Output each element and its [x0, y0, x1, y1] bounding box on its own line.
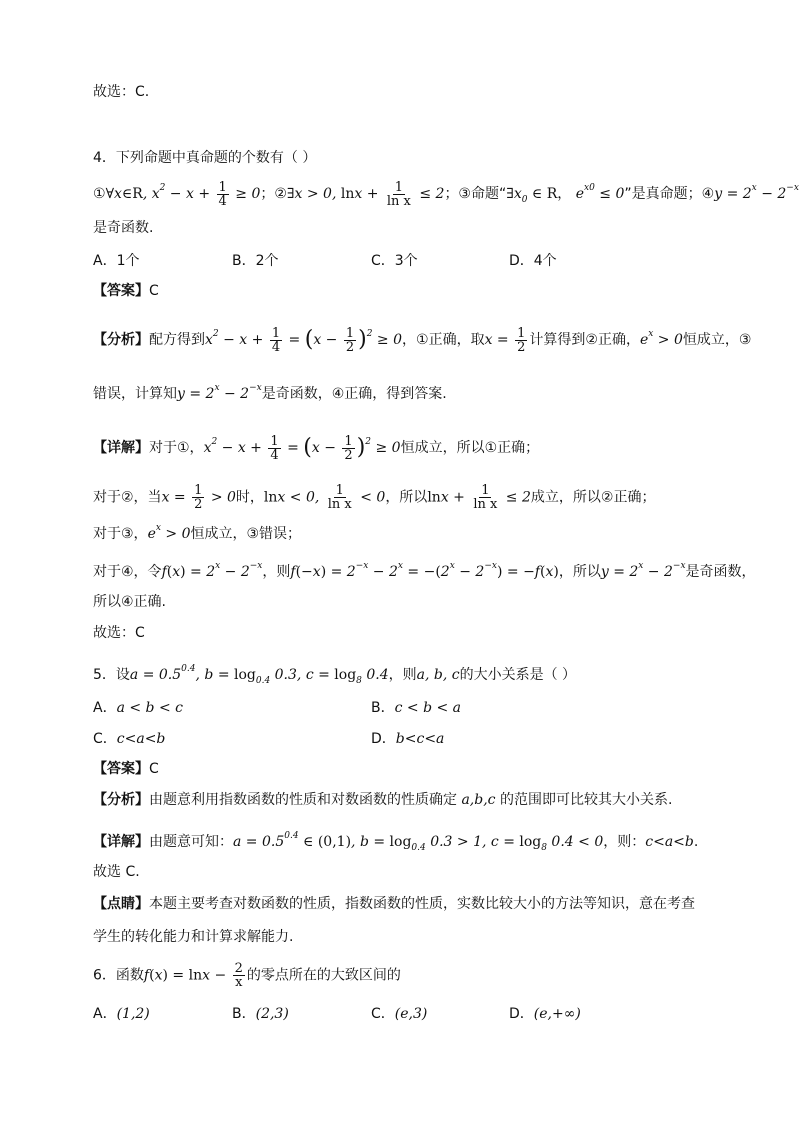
- q4-d1-b: 恒成立，所以①正确；: [400, 440, 540, 456]
- q4-option-b: B．2个: [232, 253, 279, 269]
- q4-stmt-tail-1: ；③命题“: [444, 186, 507, 202]
- q5-stem: 5．设$a = 0.5^{0.4}$, $b = \log_{0.4} 0.3$, $c = \log_8 0.4$，则a, b, c的大小关系是（ ）: [93, 664, 577, 686]
- q4-answer-value: C: [149, 283, 159, 299]
- q4-detail-1: 【详解】对于①，$x^2 - x$ + $\frac{1}{4}$ = (x − $\frac{1}{2}$ )$^2$ ≥ 0恒成立，所以①正确；: [93, 433, 540, 463]
- q4-analysis-t2: ，①正确，取: [402, 332, 485, 348]
- q4-option-c: C．3个: [371, 253, 418, 269]
- q4-option-a: A．1个: [93, 253, 140, 269]
- q4-option-d: D．4个: [509, 253, 557, 269]
- q5-analysis-text: 由题意利用指数函数的性质和对数函数的性质确定: [149, 792, 457, 808]
- q4-detail-5: 所以④正确.: [93, 594, 167, 610]
- q4-analysis-label: 【分析】: [93, 332, 149, 348]
- q5-comment-2: 学生的转化能力和计算求解能力.: [93, 929, 294, 945]
- q5-comment-1: [93, 894, 701, 914]
- q4-d2-c: ，所以: [385, 489, 428, 506]
- q4-d2-d: 成立，所以②正确；: [530, 489, 656, 506]
- q5-option-b: B．c < b < a: [371, 700, 462, 716]
- q5-stem-a: 5．设: [93, 667, 130, 683]
- q4-detail-4: 对于④，令$f(x) = 2^x - 2^{-x}$，则$f(-x) = 2^{-x} - 2^x = -(2^x - 2^{-x}) = -f(x)$，所以$y = 2^x - 2^{-x}$是奇函数，: [93, 561, 756, 580]
- q5-stem-b: ，则: [388, 667, 417, 683]
- q4-d3-b: 恒成立，③错误；: [190, 526, 302, 542]
- q4-stmt-tail-2: ，: [557, 186, 572, 202]
- q6-stem-a: 6．函数: [93, 967, 144, 984]
- q4-statements: ①∀x∈R, $x^2 - x$ + $\frac{1}{4}$ ≥ 0；②∃x > 0, lnx + $\frac{1}{\text{ln x}}$ ≤ 2；③命题“$\exists x_0$ ∈ R， $e^{x0} \le 0$”是真命题；④y = $2^x - 2^{-x}$: [93, 179, 799, 209]
- q6-option-a: A．(1,2): [93, 1006, 150, 1022]
- q5-comment-text-1: 本题主要考查对数函数的性质，指数函数的性质，实数比较大小的方法等知识，意在考查: [149, 896, 695, 912]
- q4-answer-label: 【答案】: [93, 283, 149, 299]
- q5-stem-c: 的大小关系是（ ）: [459, 667, 577, 683]
- q4-stem: 4．下列命题中真命题的个数有（ ）: [93, 150, 317, 166]
- q5-detail-a: 由题意可知：: [149, 834, 233, 850]
- q4-d2-b: 时，: [235, 489, 264, 506]
- q5-analysis-text-b: 的范围即可比较其大小关系.: [499, 792, 673, 808]
- q6-option-c: C．(e,3): [371, 1006, 428, 1022]
- q6-stem: 6．函数f(x) = lnx − $\frac{2}{x}$ 的零点所在的大致区间的: [93, 961, 401, 990]
- q4-stmt-last: 是奇函数.: [93, 220, 154, 236]
- q5-comment-label: 【点睛】: [93, 896, 149, 912]
- q6-option-d: D．(e,+∞): [509, 1006, 581, 1022]
- q4-d3-a: 对于③，: [93, 526, 148, 542]
- q5-answer-value: C: [149, 761, 159, 777]
- q4-detail-2: 对于②，当x = $\frac{1}{2}$ > 0时，lnx < 0, $\frac{1}{\text{ln x}}$ < 0，所以lnx + $\frac{1}{\text{ln x}}$ ≤ 2成立，所以②正确；: [93, 483, 656, 512]
- q5-answer: [93, 759, 701, 779]
- q4-analysis-t3: 计算得到②正确，: [529, 332, 640, 348]
- q4-analysis-t1: 配方得到: [149, 332, 205, 348]
- q5-conclusion: 故选 C.: [93, 864, 140, 880]
- q4-d4-c: ，所以: [558, 564, 601, 580]
- q4-analysis-t4: 恒成立，③: [682, 332, 752, 348]
- q4-detail-label: 【详解】: [93, 440, 149, 456]
- q5-option-c: C．c<a<b: [93, 731, 166, 747]
- q5-answer-label: 【答案】: [93, 761, 149, 777]
- q5-analysis-label: 【分析】: [93, 792, 149, 808]
- q4-analysis-line2: 错误，计算知$y = 2^x - 2^{-x}$是奇函数，④正确，得到答案.: [93, 383, 447, 402]
- q4-conclusion: 故选：C: [93, 625, 145, 641]
- q4-d4-b: ，则: [262, 564, 291, 580]
- q6-stem-b: 的零点所在的大致区间的: [246, 967, 401, 984]
- q5-analysis: 【分析】由题意利用指数函数的性质和对数函数的性质确定 a,b,c 的范围即可比较其大小关系.: [93, 792, 673, 808]
- q5-option-a: A．a < b < c: [93, 700, 183, 716]
- q5-detail-b: ，则：: [603, 834, 646, 850]
- q4-detail-3: 对于③，$e^x > 0$恒成立，③错误；: [93, 523, 302, 542]
- q4-d1-a: 对于①，: [149, 440, 204, 456]
- q4-analysis-t6: 是奇函数，④正确，得到答案.: [261, 386, 447, 402]
- prev-conclusion: 故选：C.: [93, 84, 150, 100]
- q6-option-b: B．(2,3): [232, 1006, 289, 1022]
- q4-d2-a: 对于②，当: [93, 489, 162, 506]
- q4-stmt-tail-3: ”是真命题；④: [624, 186, 715, 202]
- q4-answer: [93, 281, 701, 301]
- q4-d4-a: 对于④，令: [93, 564, 162, 580]
- q5-detail: 【详解】由题意可知：$a = 0.5^{0.4}$ ∈ (0,1), $b = \log_{0.4} 0.3 > 1$, $c = \log_8 0.4 < 0$，则：c<a<b.: [93, 831, 699, 853]
- q4-analysis: 【分析】配方得到$x^2 - x$ + $\frac{1}{4}$ = (x − $\frac{1}{2}$ )$^2$ ≥ 0，①正确，取x = $\frac{1}{2}$ 计算得到②正确，$e^x > 0$恒成立，③: [93, 325, 752, 355]
- q5-option-d: D．b<c<a: [371, 731, 445, 747]
- q5-detail-label: 【详解】: [93, 834, 149, 850]
- q4-analysis-t5: 错误，计算知: [93, 386, 177, 402]
- q4-d4-d: 是奇函数，: [685, 564, 756, 580]
